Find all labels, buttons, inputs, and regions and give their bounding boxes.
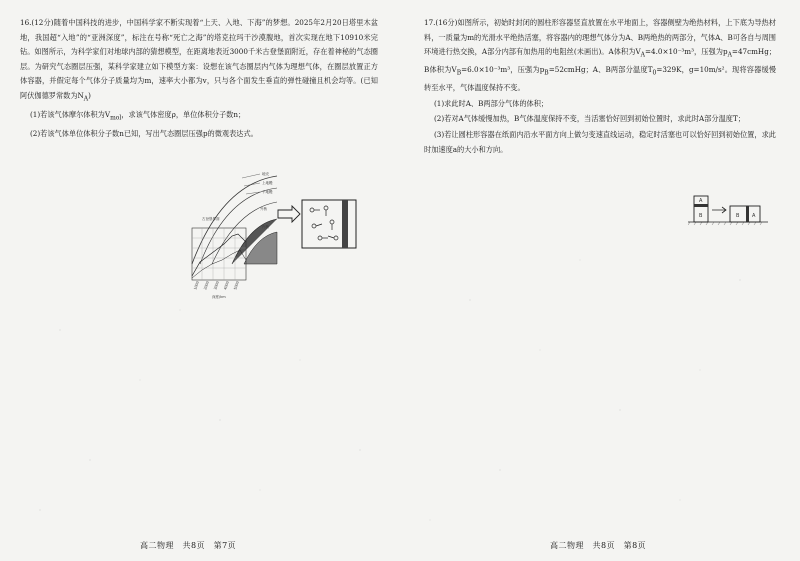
cylinder-figure <box>688 192 768 228</box>
svg-text:2000: 2000 <box>203 280 210 291</box>
depth-ticks <box>193 281 240 291</box>
layer-label-6: 内核 <box>262 225 269 229</box>
svg-text:A: A <box>752 213 756 219</box>
svg-text:A: A <box>699 198 703 204</box>
question-17 <box>424 16 776 157</box>
layer-label-3: 下地幔 <box>262 190 273 194</box>
svg-text:4000: 4000 <box>223 280 230 291</box>
question-16-part2: (2)若该气体单位体积分子数n已知，写出气态圈层压强p的微观表达式。 <box>30 129 258 139</box>
arrow-icon <box>278 206 300 222</box>
layer-label-2: 上地幔 <box>262 181 273 185</box>
layer-label-4: 古登堡界面 <box>202 217 220 221</box>
layer-label-1: 地壳 <box>262 172 269 176</box>
question-17-part3: (3)若让圆柱形容器在纸面内沿水平面方向上做匀变速直线运动，稳定时活塞也可以恰好回到初始位置，求此时加速度a的大小和方向。 <box>424 130 776 154</box>
svg-text:3000: 3000 <box>213 280 220 291</box>
svg-text:5000: 5000 <box>233 280 240 291</box>
arrow-icon <box>712 207 726 213</box>
svg-text:B: B <box>736 213 740 219</box>
gas-molecules <box>310 206 338 240</box>
layer-label-5: 外核 <box>260 207 267 211</box>
question-16-part1: (1)若该气体摩尔体积为$V_{mol}$，求该气体密度ρ，单位体积分子数n； <box>30 110 246 122</box>
left-page-footer: 高二物理 共8页 第7页 <box>140 541 237 550</box>
gas-container-figure <box>276 196 366 256</box>
question-17-part1: (1)求此时A、B两部分气体的体积； <box>434 98 549 108</box>
question-16 <box>20 16 378 142</box>
question-17-stem: 17.(16分)如图所示，初始时封闭的圆柱形容器竖直放置在水平地面上，容器侧壁为绝热材料，上下底为导热材料，一质量为m的光滑水平绝热活塞，将容器内的理想气体分为A、B两绝热的两部分，气体A、B可各自与周围环境进行热交换，A部分内部有加热用的电阻丝(未画出)。A体积为$V_A=4.0\times 10^{-3}m^3$，压强为$p_A=47cmHg$；B体积为$V_B=6.0\times 10^{-3}m^3$，压强为$p_B=52cmHg$；A、B两部分温度$T_0=329K$，g=10m/s²。现将容器缓慢转至水平，气体温度保持不变。 <box>424 18 776 93</box>
svg-text:1000: 1000 <box>193 280 200 291</box>
question-17-part2: (2)若对A气体缓慢加热，B气体温度保持不变，当活塞恰好回到初始位置时，求此时A部分温度T； <box>434 114 745 124</box>
question-16-stem: 16.(12分)随着中国科技的进步，中国科学家不断实现着“上天、入地、下海”的梦想。2025年2月20日塔里木盆地，我国超“入地”的“亚洲深度”，标注在号称“死亡之海”的塔克拉玛干沙漠腹地，首次实现在地下10910米完钻。如图所示，为科学家们对地球内部的猜想模型，在距离地表近3000千米古登堡面附近，存在着神秘的气态圈层。为研究气态圈层压强，某科学家建立如下模型方案：设想在该气态圈层内气体为理想气体，在圈层放置正方体容器，并假定每个气体分子质量均为m，速率大小都为v，只与各个面发生垂直的弹性碰撞且机会均等。(已知阿伏伽德罗常数为$N_A$) <box>20 18 378 103</box>
depth-axis-label: 深度/km <box>212 295 226 299</box>
earth-layers-figure <box>182 164 282 304</box>
svg-text:B: B <box>699 213 703 219</box>
right-page <box>400 0 800 561</box>
right-page-footer: 高二物理 共8页 第8页 <box>550 541 647 550</box>
